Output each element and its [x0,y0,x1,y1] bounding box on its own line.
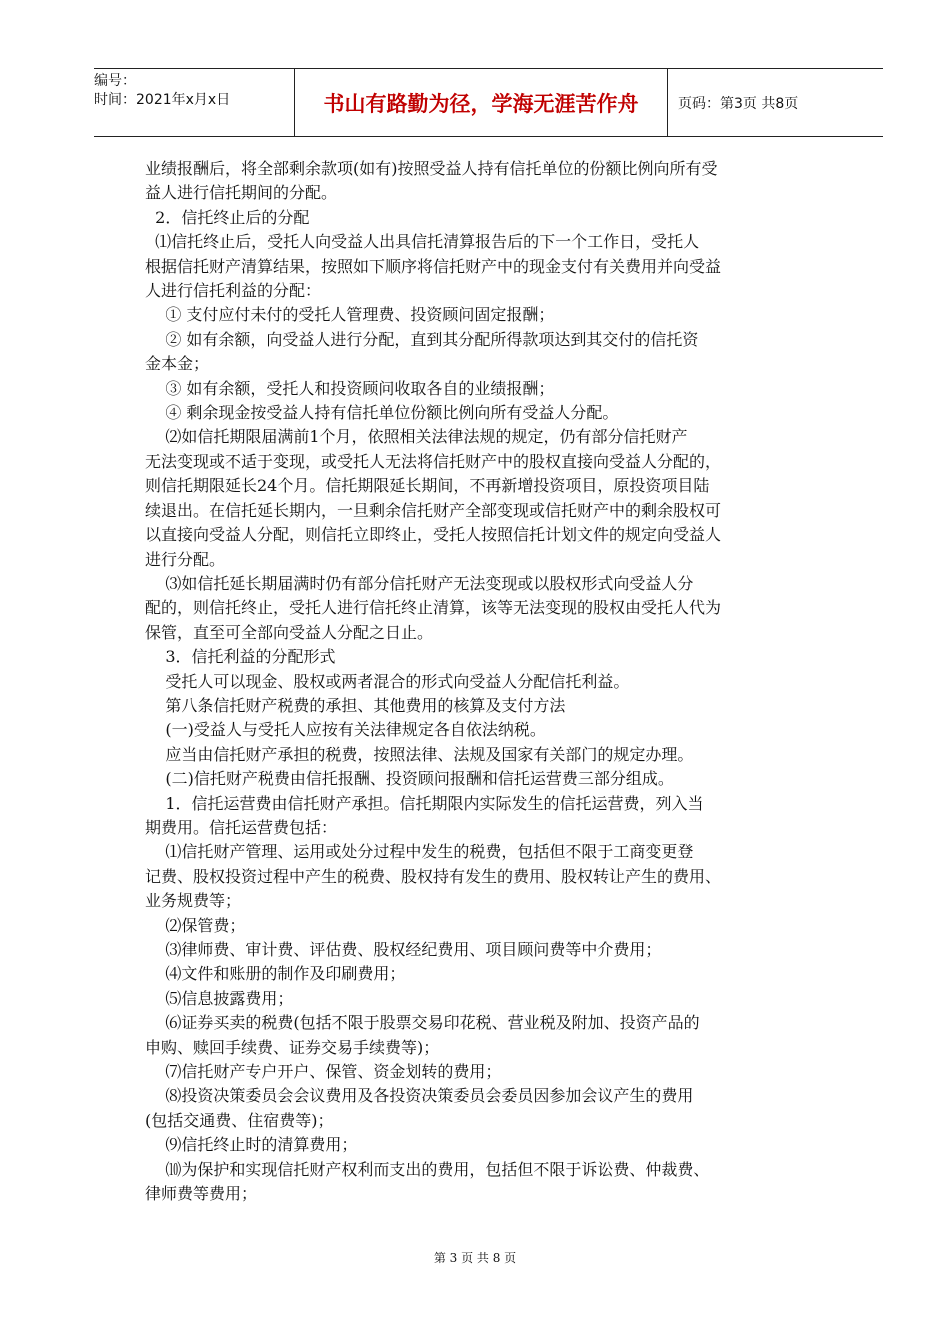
date-label: 时间：2021年x月x日 [94,92,231,108]
body-line: 配的，则信托终止，受托人进行信托终止清算，该等无法变现的股权由受托人代为 [145,598,722,618]
body-line: ⑽为保护和实现信托财产权利而支出的费用，包括但不限于诉讼费、仲裁费、 [145,1159,710,1179]
body-line: ④ 剩余现金按受益人持有信托单位份额比例向所有受益人分配。 [145,403,619,423]
body-line: 则信托期限延长24个月。信托期限延长期间，不再新增投资项目，原投资项目陆 [145,476,710,496]
body-line: 申购、赎回手续费、证券交易手续费等)； [145,1037,440,1057]
body-line: 以直接向受益人分配，则信托立即终止，受托人按照信托计划文件的规定向受益人 [145,525,722,545]
body-line: (一)受益人与受托人应按有关法律规定各自依法纳税。 [145,720,546,740]
body-line: 益人进行信托期间的分配。 [145,183,338,203]
header-page-number: 页码：第3页 共8页 [678,95,799,112]
body-line: 应当由信托财产承担的税费，按照法律、法规及国家有关部门的规定办理。 [145,744,694,764]
body-line: ⑼信托终止时的清算费用； [145,1135,358,1155]
body-line: ① 支付应付未付的受托人管理费、投资顾问固定报酬； [145,305,555,325]
body-line: 业绩报酬后，将全部剩余款项(如有)按照受益人持有信托单位的份额比例向所有受 [145,159,718,178]
body-line: ⑸信息披露费用； [145,988,294,1008]
page-footer: 第 3 页 共 8 页 [433,1251,517,1265]
body-line: ⑹证券买卖的税费(包括不限于股票交易印花税、营业税及附加、投资产品的 [145,1013,700,1033]
body-line: ⑴信托财产管理、运用或处分过程中发生的税费，包括但不限于工商变更登 [145,842,694,862]
header-meta [94,69,294,139]
body-line: (包括交通费、住宿费等)； [145,1110,334,1130]
body-line: 根据信托财产清算结果，按照如下顺序将信托财产中的现金支付有关费用并向受益 [145,256,722,276]
header-motto: 书山有路勤为径，学海无涯苦作舟 [294,69,668,136]
body-line: ⑷文件和账册的制作及印刷费用； [145,964,406,984]
body-line: 保管，直至可全部向受益人分配之日止。 [145,622,434,642]
body-line: 第八条信托财产税费的承担、其他费用的核算及支付方法 [145,695,566,715]
body-line: ⑵如信托期限届满前1个月，依照相关法律法规的规定，仍有部分信托财产 [145,427,688,447]
body-line: 金本金； [145,354,210,374]
body-line: 无法变现或不适于变现，或受托人无法将信托财产中的股权直接向受益人分配的， [145,451,722,471]
body-line: ⑻投资决策委员会会议费用及各投资决策委员会委员因参加会议产生的费用 [145,1086,694,1106]
body-line: 进行分配。 [145,549,226,569]
body-line: 期费用。信托运营费包括： [145,817,338,837]
body-line: 受托人可以现金、股权或两者混合的形式向受益人分配信托利益。 [145,671,630,691]
body-line: ⑶如信托延长期届满时仍有部分信托财产无法变现或以股权形式向受益人分 [145,573,694,593]
body-line: 记费、股权投资过程中产生的税费、股权持有发生的费用、股权转让产生的费用、 [145,866,722,886]
body-line: ③ 如有余额，受托人和投资顾问收取各自的业绩报酬； [145,378,555,398]
body-line: 1．信托运营费由信托财产承担。信托期限内实际发生的信托运营费，列入当 [145,793,704,813]
body-line: ② 如有余额，向受益人进行分配，直到其分配所得款项达到其交付的信托资 [145,329,699,349]
body-line: 3．信托利益的分配形式 [145,647,336,667]
body-line: ⑶律师费、审计费、评估费、股权经纪费用、项目顾问费等中介费用； [145,940,662,959]
body-line: ⑵保管费； [145,915,246,935]
body-line: ⑺信托财产专户开户、保管、资金划转的费用； [145,1062,502,1082]
body-line: ⑴信托终止后，受托人向受益人出具信托清算报告后的下一个工作日，受托人 [145,232,700,252]
body-line: 律师费等费用； [145,1184,258,1204]
body-line: (二)信托财产税费由信托报酬、投资顾问报酬和信托运营费三部分组成。 [145,769,674,789]
body-line: 业务规费等； [145,891,242,911]
serial-number-label: 编号： [94,73,136,89]
body-line: 人进行信托利益的分配： [145,281,322,301]
body-line: 续退出。在信托延长期内，一旦剩余信托财产全部变现或信托财产中的剩余股权可 [145,500,722,520]
page-header [94,68,883,137]
body-line: 2．信托终止后的分配 [145,207,310,227]
document-body [145,157,850,1206]
